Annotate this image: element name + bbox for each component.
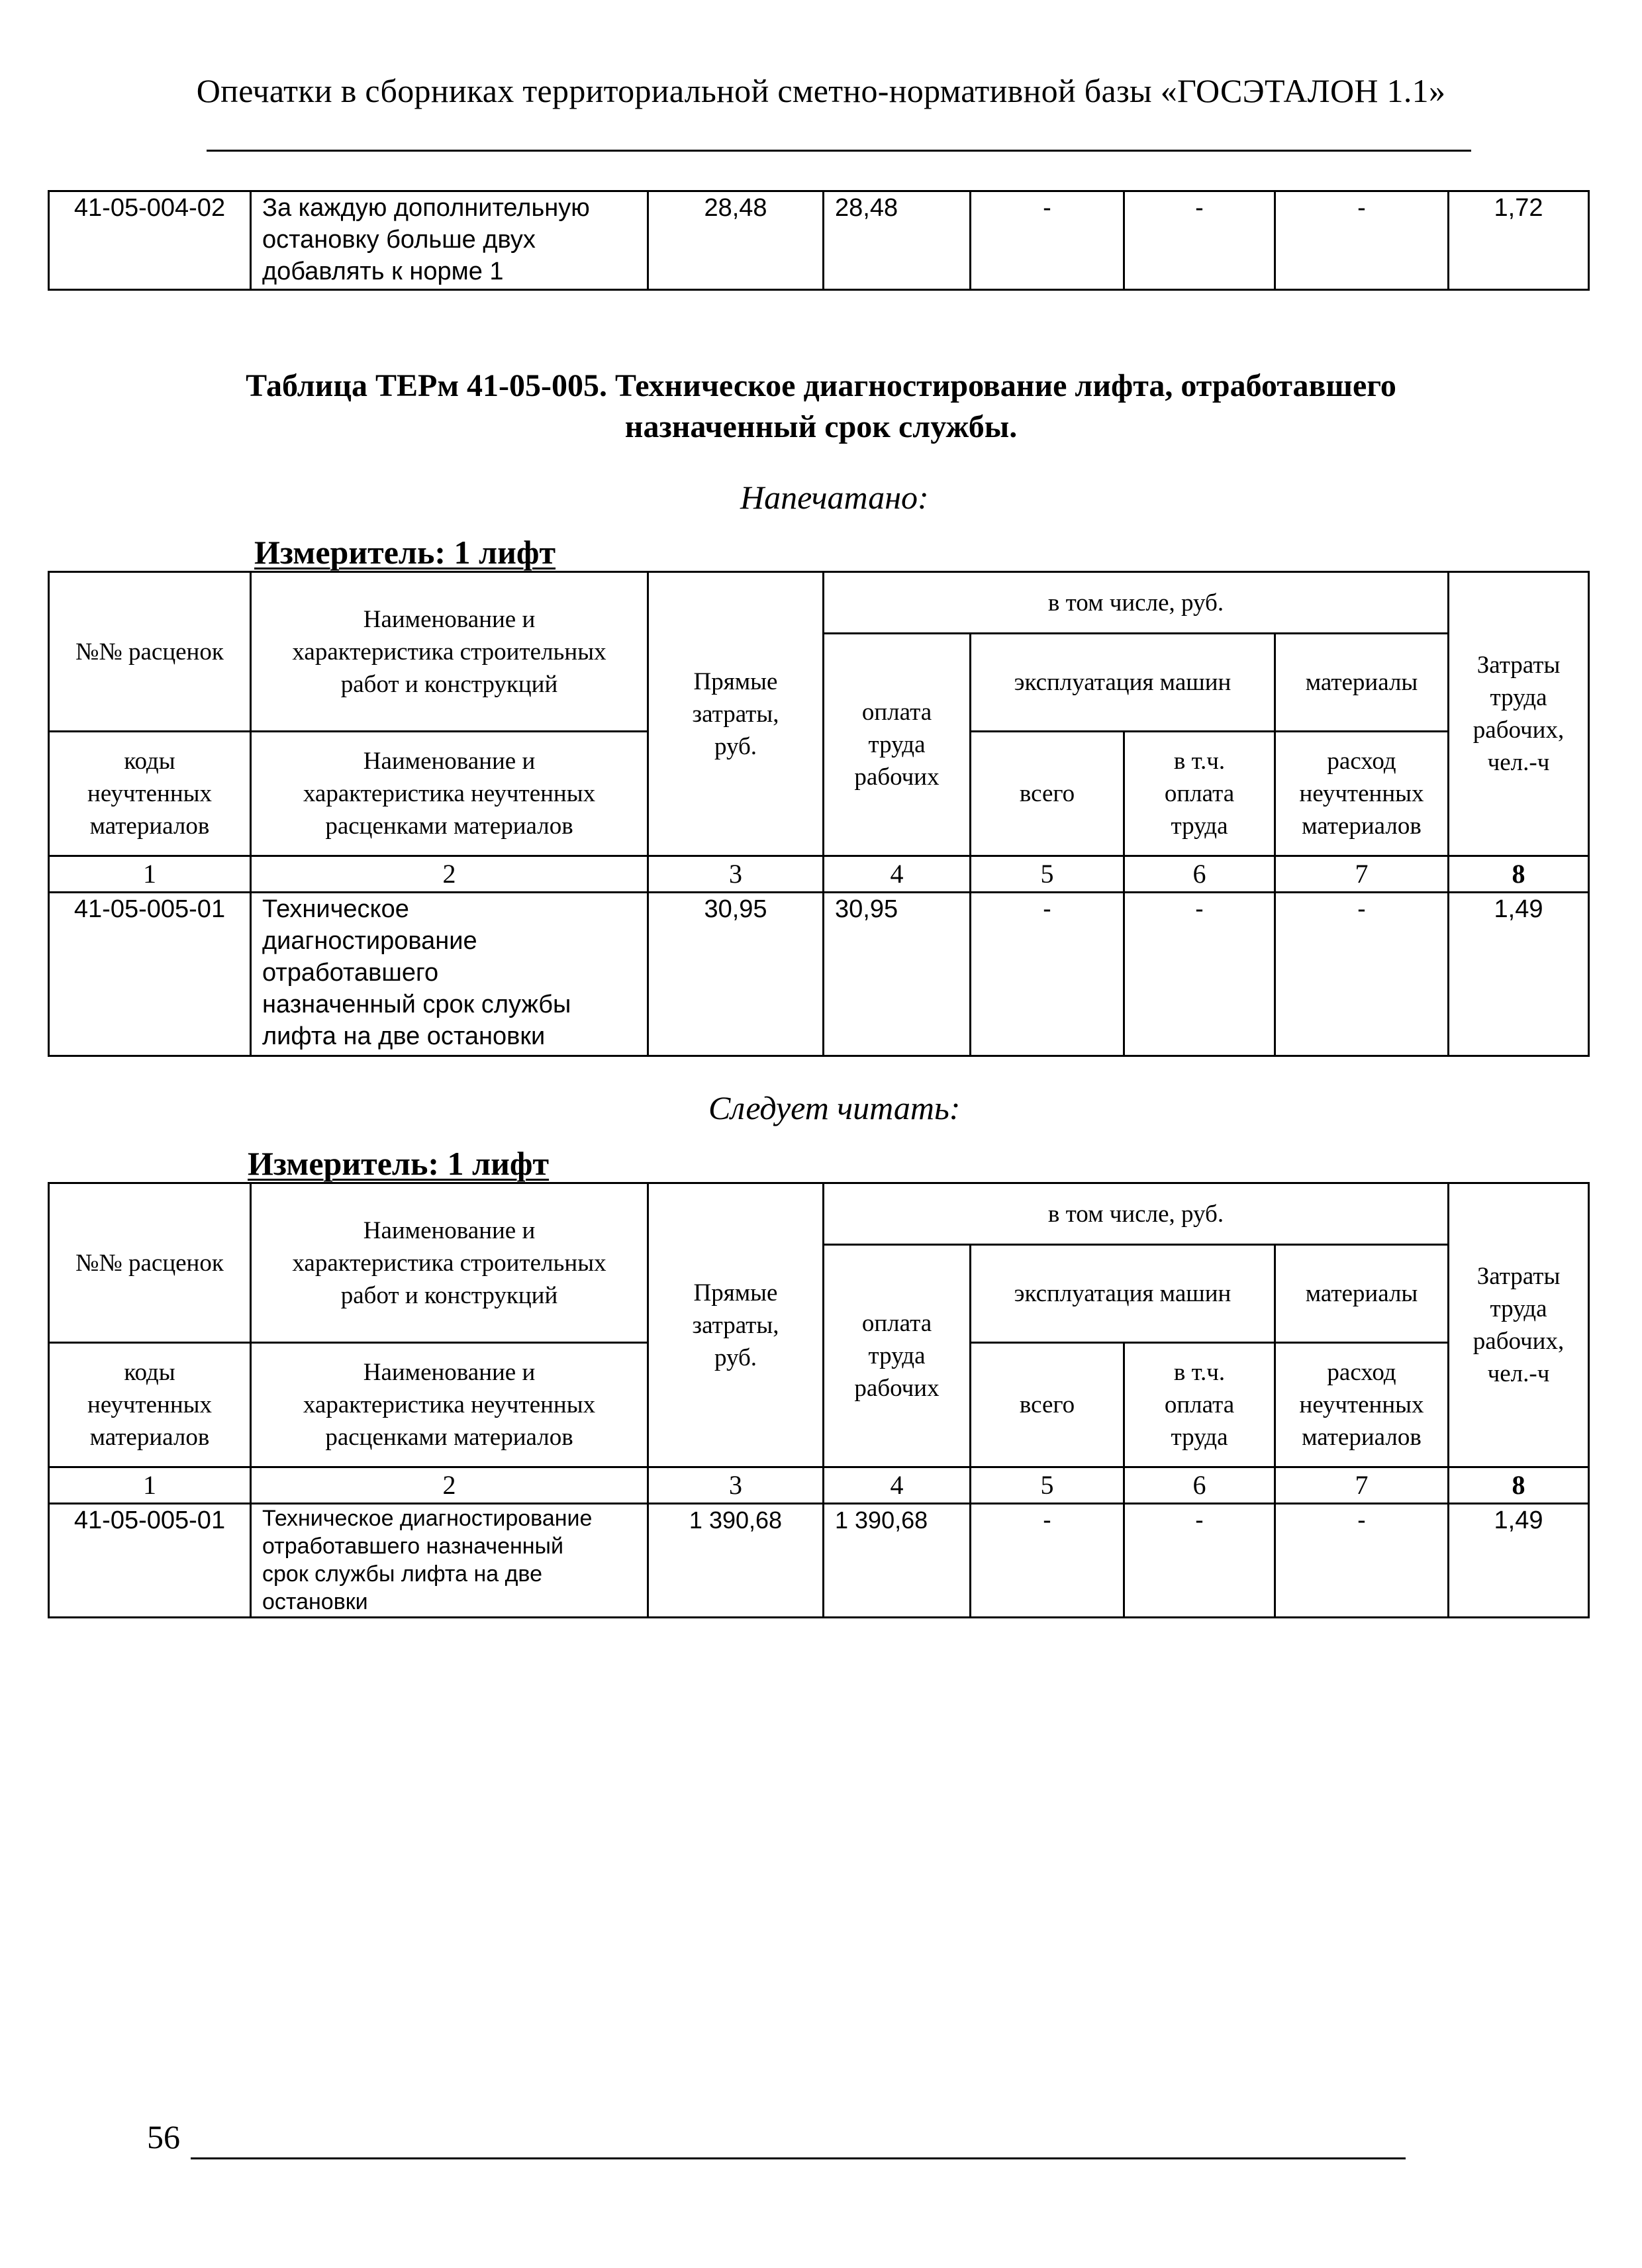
col-total: всего [971,732,1124,856]
direct-cost: 30,95 [648,893,824,1056]
col-number: 7 [1275,856,1449,893]
column-numbers [49,1467,1589,1504]
col-number: 6 [1124,856,1275,893]
col-direct: Прямые затраты, руб. [648,1183,824,1467]
col-number: 1 [49,1467,251,1504]
col-number: 2 [251,1467,648,1504]
machines-pay: - [1124,191,1275,290]
col-consumption: расход неучтенных материалов [1275,1343,1449,1467]
col-unaccounted-name: Наименование и характеристика неучтенных расценками материалов [251,1343,648,1467]
column-numbers [49,856,1589,893]
page-number: 56 [147,2118,180,2155]
col-materials: материалы [1275,1245,1449,1343]
corrected-table [48,1182,1590,1618]
col-incl: в том числе, руб. [824,572,1449,634]
col-materials: материалы [1275,634,1449,732]
machines-pay: - [1124,893,1275,1056]
col-number: 4 [824,1467,971,1504]
col-number: 6 [1124,1467,1275,1504]
page-header: Опечатки в сборниках территориальной сметно-нормативной базы «ГОСЭТАЛОН 1.1» [196,72,1446,109]
col-unaccounted-name: Наименование и характеристика неучтенных расценками материалов [251,732,648,856]
printed-table [48,571,1590,1057]
materials: - [1275,1504,1449,1618]
materials: - [1275,893,1449,1056]
col-number: 2 [251,856,648,893]
footer-rule [191,2157,1406,2159]
col-incl: в том числе, руб. [824,1183,1449,1245]
rate-code: 41-05-005-01 [49,893,251,1056]
col-codes: коды неучтенных материалов [49,732,251,856]
direct-cost: 28,48 [648,191,824,290]
rate-code: 41-05-005-01 [49,1504,251,1618]
continuation-table [48,190,1590,291]
col-number: 7 [1275,1467,1449,1504]
col-number: 3 [648,856,824,893]
col-number: 1 [49,856,251,893]
table-row [49,1504,1589,1618]
col-number: 8 [1449,1467,1589,1504]
rate-code: 41-05-004-02 [49,191,251,290]
labor-hours: 1,49 [1449,1504,1589,1618]
corrected-caption: Следует читать: [708,1089,961,1126]
col-number: 5 [971,1467,1124,1504]
col-work-name: Наименование и характеристика строительных работ и конструкций [251,1183,648,1343]
col-work-name: Наименование и характеристика строительных работ и конструкций [251,572,648,732]
col-machines: эксплуатация машин [971,1245,1275,1343]
col-number: 8 [1449,856,1589,893]
labor-pay: 30,95 [824,893,971,1056]
col-consumption: расход неучтенных материалов [1275,732,1449,856]
labor-hours: 1,49 [1449,893,1589,1056]
work-name: За каждую дополнительную остановку больше двух добавлять к норме 1 [251,191,648,290]
work-name: Техническое диагностирование отработавшего назначенный срок службы лифта на две остановки [251,893,648,1056]
labor-pay: 1 390,68 [824,1504,971,1618]
col-codes: коды неучтенных материалов [49,1343,251,1467]
col-rate-no: №№ расценок [49,572,251,732]
col-labor-pay: оплата труда рабочих [824,1245,971,1467]
col-machines: эксплуатация машин [971,634,1275,732]
work-name: Техническое диагностирование отработавшего назначенный срок службы лифта на две остановки [251,1504,648,1618]
header-rule [207,150,1471,152]
printed-meter: Измеритель: 1 лифт [254,534,556,571]
materials: - [1275,191,1449,290]
col-number: 3 [648,1467,824,1504]
corrected-meter: Измеритель: 1 лифт [248,1145,550,1182]
col-number: 5 [971,856,1124,893]
machines-total: - [971,893,1124,1056]
table-row [49,893,1589,1056]
table-title: Таблица ТЕРм 41-05-005. Техническое диагностирование лифта, отработавшего назначенный срок службы. [246,368,1396,444]
labor-hours: 1,72 [1449,191,1589,290]
machines-total: - [971,191,1124,290]
col-number: 4 [824,856,971,893]
col-labor-cost: Затраты труда рабочих, чел.-ч [1449,572,1589,856]
col-total: всего [971,1343,1124,1467]
col-incl-pay: в т.ч. оплата труда [1124,1343,1275,1467]
printed-caption: Напечатано: [740,479,929,516]
col-labor-pay: оплата труда рабочих [824,634,971,856]
table-row [49,191,1589,290]
labor-pay: 28,48 [824,191,971,290]
col-direct: Прямые затраты, руб. [648,572,824,856]
col-incl-pay: в т.ч. оплата труда [1124,732,1275,856]
col-rate-no: №№ расценок [49,1183,251,1343]
col-labor-cost: Затраты труда рабочих, чел.-ч [1449,1183,1589,1467]
machines-pay: - [1124,1504,1275,1618]
direct-cost: 1 390,68 [648,1504,824,1618]
machines-total: - [971,1504,1124,1618]
